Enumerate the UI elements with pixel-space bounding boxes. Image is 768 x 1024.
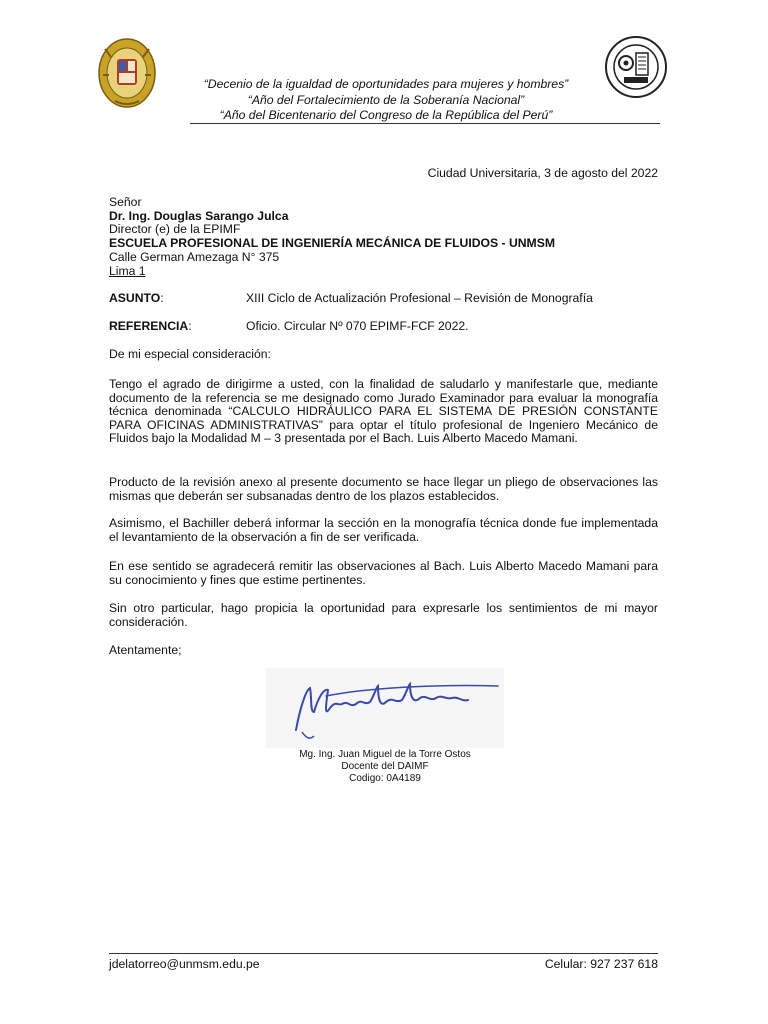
- body-paragraph-5: Sin otro particular, hago propicia la oportunidad para expresarle los sentimientos de mi mayor consideración.: [109, 601, 658, 629]
- greeting: De mi especial consideración:: [109, 347, 271, 361]
- reference-row: [109, 320, 192, 334]
- signer-name: Mg. Ing. Juan Miguel de la Torre Ostos: [299, 749, 471, 760]
- header-divider: [190, 123, 660, 124]
- date-line: Ciudad Universitaria, 3 de agosto del 2022: [427, 166, 658, 180]
- subject-colon: :: [160, 291, 164, 305]
- subject-row: [109, 292, 164, 306]
- recipient-street: Calle German Amezaga N° 375: [109, 250, 280, 264]
- reference-colon: :: [188, 319, 192, 333]
- motto-line-1: “Decenio de la igualdad de oportunidades para mujeres y hombres”: [203, 77, 569, 91]
- body-paragraph-1: Tengo el agrado de dirigirme a usted, con la finalidad de saludarlo y manifestarle que, mediante documento de la referencia se me designado como Jurado Examinador para evaluar la monografía técnica denominada “CALCULO HIDRÁULICO PARA EL SISTEMA DE PRESIÓN CONSTANTE PARA OFICINAS ADMINISTRATIVAS” para optar el título profesional de Ingeniero Mecánico de Fluidos bajo la Modalidad M – 3 presentada por el Bach. Luis Alberto Macedo Mamani.: [109, 377, 658, 445]
- footer-email[interactable]: jdelatorreo@unmsm.edu.pe: [109, 957, 260, 971]
- signer-title: Docente del DAIMF: [341, 761, 429, 772]
- reference-text: Oficio. Circular Nº 070 EPIMF-FCF 2022.: [246, 319, 469, 333]
- closing: Atentamente;: [109, 643, 182, 657]
- subject-text: XIII Ciclo de Actualización Profesional – Revisión de Monografía: [246, 291, 593, 305]
- footer-phone: Celular: 927 237 618: [544, 957, 658, 971]
- recipient-salutation: Señor: [109, 195, 142, 209]
- body-paragraph-2: Producto de la revisión anexo al presente documento se hace llegar un pliego de observaciones las mismas que deberán ser subsanadas dentro de los plazos establecidos.: [109, 475, 658, 503]
- subject-label: ASUNTO: [109, 291, 161, 305]
- recipient-school: ESCUELA PROFESIONAL DE INGENIERÍA MECÁNICA DE FLUIDOS - UNMSM: [109, 236, 555, 250]
- body-paragraph-4: En ese sentido se agradecerá remitir las observaciones al Bach. Luis Alberto Macedo Mamani para su conocimiento y fines que estime pertinentes.: [109, 559, 658, 587]
- recipient-name: Dr. Ing. Douglas Sarango Julca: [109, 209, 289, 223]
- motto-line-2: “Año del Fortalecimiento de la Soberanía Nacional”: [247, 93, 525, 107]
- handwritten-signature: [266, 668, 504, 748]
- body-paragraph-3: Asimismo, el Bachiller deberá informar la sección en la monografía técnica donde fue implementada el levantamiento de la observación a fin de ser verificada.: [109, 516, 658, 544]
- recipient-city: Lima 1: [109, 264, 146, 278]
- recipient-position: Director (e) de la EPIMF: [109, 222, 241, 236]
- footer-divider: [109, 953, 658, 954]
- reference-label: REFERENCIA: [109, 319, 189, 333]
- signer-code: Codigo: 0A4189: [349, 773, 421, 784]
- motto-line-3: “Año del Bicentenario del Congreso de la República del Perú”: [219, 108, 553, 122]
